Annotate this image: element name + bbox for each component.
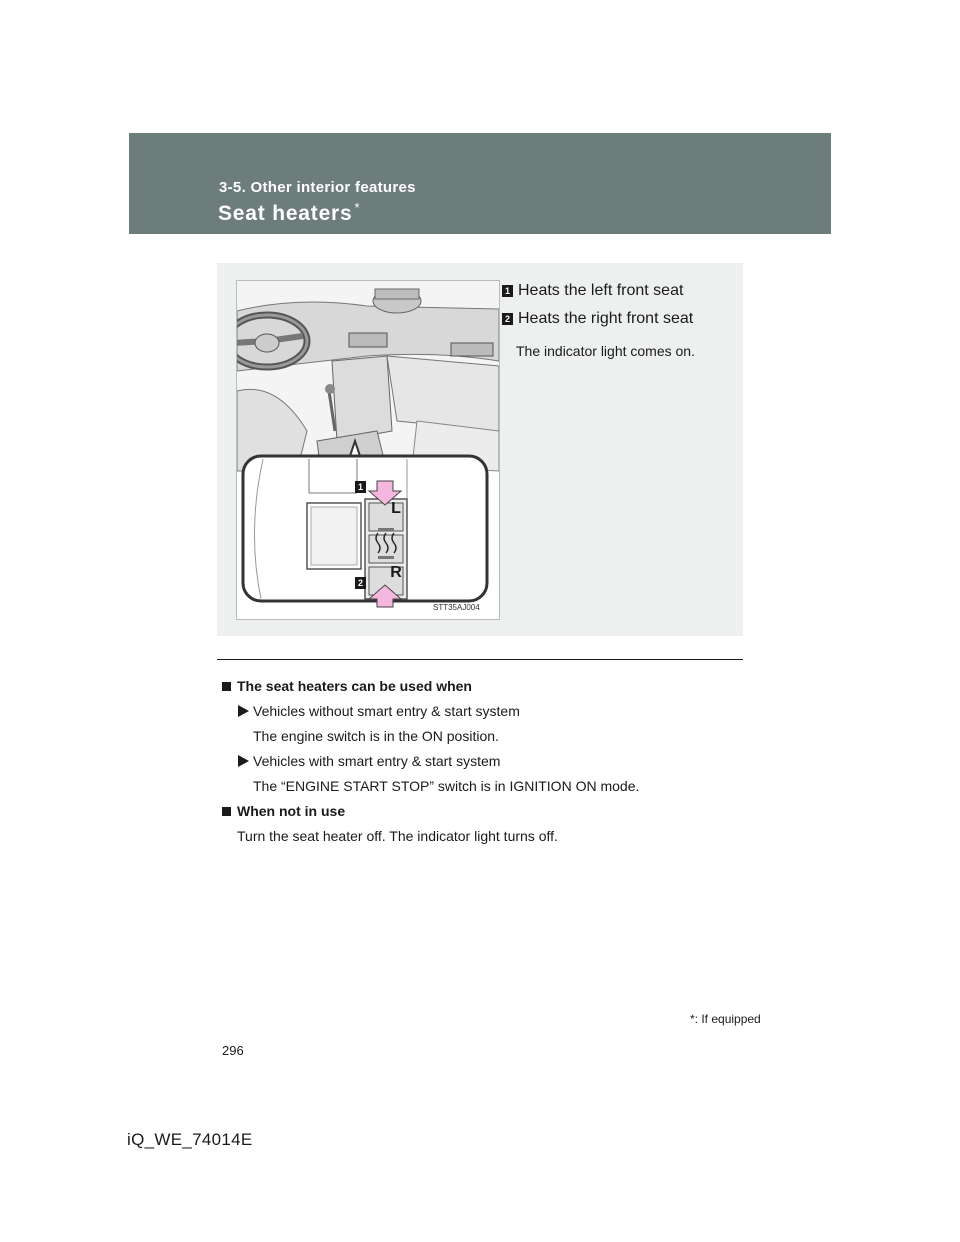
seat-heater-illustration — [236, 280, 500, 620]
switch-label-right: R — [390, 564, 402, 581]
legend-item — [502, 277, 738, 304]
figure-panel — [217, 263, 743, 636]
note-heading — [222, 676, 742, 696]
figure-legend — [502, 277, 738, 359]
condition-label: Vehicles with smart entry & start system — [253, 753, 501, 769]
note-heading-text: When not in use — [237, 803, 346, 819]
callout-2: 2 — [355, 577, 366, 589]
legend-number: 2 — [502, 313, 513, 325]
legend-text: Heats the left front seat — [518, 281, 684, 299]
condition-detail: The engine switch is in the ON position. — [253, 728, 499, 744]
condition-detail: The “ENGINE START STOP” switch is in IGNITION ON mode. — [253, 778, 640, 794]
square-bullet-icon — [222, 682, 231, 691]
equipped-marker: * — [354, 200, 361, 215]
condition-item — [222, 751, 742, 771]
switch-label-left: L — [391, 500, 401, 517]
triangle-bullet-icon — [238, 755, 249, 767]
indicator-note: The indicator light comes on. — [516, 343, 695, 359]
condition-item — [222, 701, 742, 721]
footnote: *: If equipped — [690, 1012, 761, 1026]
section-header — [129, 133, 831, 234]
section-divider — [217, 659, 743, 660]
square-bullet-icon — [222, 807, 231, 816]
triangle-bullet-icon — [238, 705, 249, 717]
page-number: 296 — [222, 1043, 244, 1058]
document-code: iQ_WE_74014E — [127, 1130, 253, 1149]
image-code: STT35AJ004 — [433, 603, 480, 612]
callout-1: 1 — [355, 481, 366, 493]
page-title-text: Seat heaters — [218, 202, 353, 225]
legend-number: 1 — [502, 285, 513, 297]
section-label: 3-5. Other interior features — [219, 179, 416, 196]
condition-label: Vehicles without smart entry & start system — [253, 703, 520, 719]
dashboard-drawing — [237, 281, 499, 619]
notes-section — [222, 676, 742, 851]
note-heading — [222, 801, 742, 821]
legend-text: Heats the right front seat — [518, 309, 694, 327]
legend-item — [502, 305, 738, 332]
page-title — [218, 200, 360, 226]
note-text: Turn the seat heater off. The indicator light turns off. — [237, 828, 558, 844]
note-heading-text: The seat heaters can be used when — [237, 678, 472, 694]
